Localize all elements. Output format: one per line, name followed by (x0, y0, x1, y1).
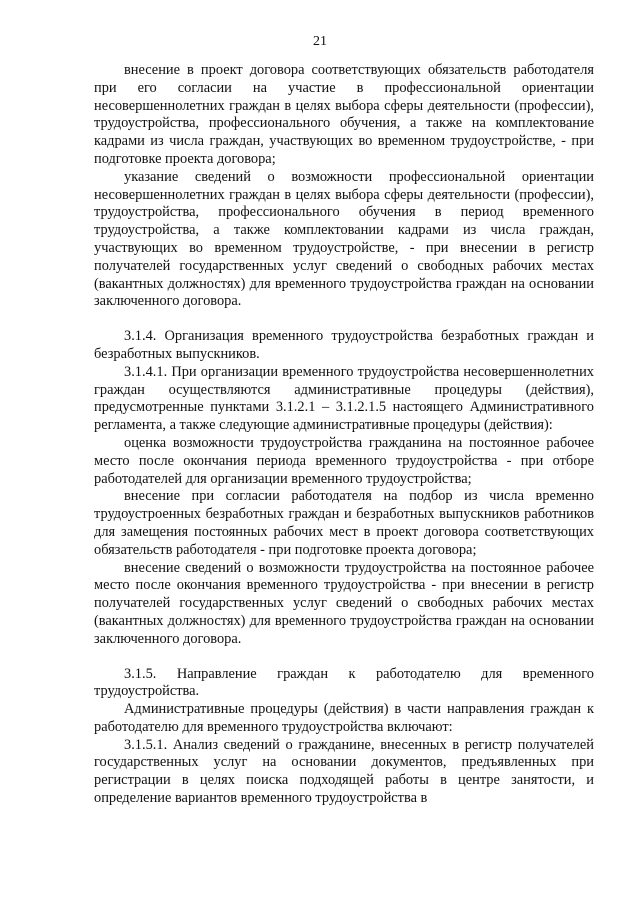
paragraph-3-1-5-1: 3.1.5.1. Анализ сведений о гражданине, внесенных в регистр получателей государственных услуг на основании документов, предъявленных при регистрации в целях поиска подходящей работы в центре занятости, и определение вариантов временного трудоустройства в (94, 736, 594, 807)
body-text (94, 62, 594, 808)
section-heading-3-1-4: 3.1.4. Организация временного трудоустройства безработных граждан и безработных выпускников. (94, 328, 594, 362)
paragraph-3-1-4-1: 3.1.4.1. При организации временного трудоустройства несовершеннолетних граждан осуществляются административные процедуры (действия), предусмотренные пунктами 3.1.2.1 – 3.1.2.1.5 настоящего Административного регламента, а также следующие административные процедуры (действия): (94, 363, 594, 434)
paragraph-assessment: оценка возможности трудоустройства гражданина на постоянное рабочее место после окончания периода временного трудоустройства - при отборе работодателей для организации временного трудоустройства; (94, 434, 594, 487)
section-heading-3-1-5: 3.1.5. Направление граждан к работодателю для временного трудоустройства. (94, 665, 594, 700)
paragraph-selection-consent: внесение при согласии работодателя на подбор из числа временно трудоустроенных безработных граждан и безработных выпускников работников для замещения постоянных рабочих мест в проект договора соответствующих обязательств работодателя - при подготовке проекта договора; (94, 488, 594, 558)
page-number: 21 (313, 34, 327, 49)
paragraph-permanent-employment-info: внесение сведений о возможности трудоустройства на постоянное рабочее место после окончания временного трудоустройства - при внесении в регистр получателей государственных услуг сведений о свободных рабочих местах (вакантных должностях) для временного трудоустройства граждан на основании заключенного договора. (94, 559, 594, 647)
paragraph-career-guidance-info: указание сведений о возможности профессиональной ориентации несовершеннолетних граждан в целях выбора сферы деятельности (профессии), трудоустройства, профессионального обучения в период временного трудоустройства, а также комплектовании кадрами из числа граждан, участвующих во временном трудоустройстве, - при внесении в регистр получателей государственных услуг сведений о свободных рабочих местах (вакантных должностях) для временного трудоустройства граждан на основании заключенного договора. (94, 168, 594, 310)
paragraph-employer-obligations: внесение в проект договора соответствующих обязательств работодателя при его согласии на участие в профессиональной ориентации несовершеннолетних граждан в целях выбора сферы деятельности (профессии), трудоустройства, профессионального обучения, а также на комплектование кадрами из числа граждан, участвующих во временном трудоустройстве, - при подготовке проекта договора; (94, 62, 594, 167)
paragraph-procedures-include: Административные процедуры (действия) в части направления граждан к работодателю для временного трудоустройства включают: (94, 701, 594, 735)
